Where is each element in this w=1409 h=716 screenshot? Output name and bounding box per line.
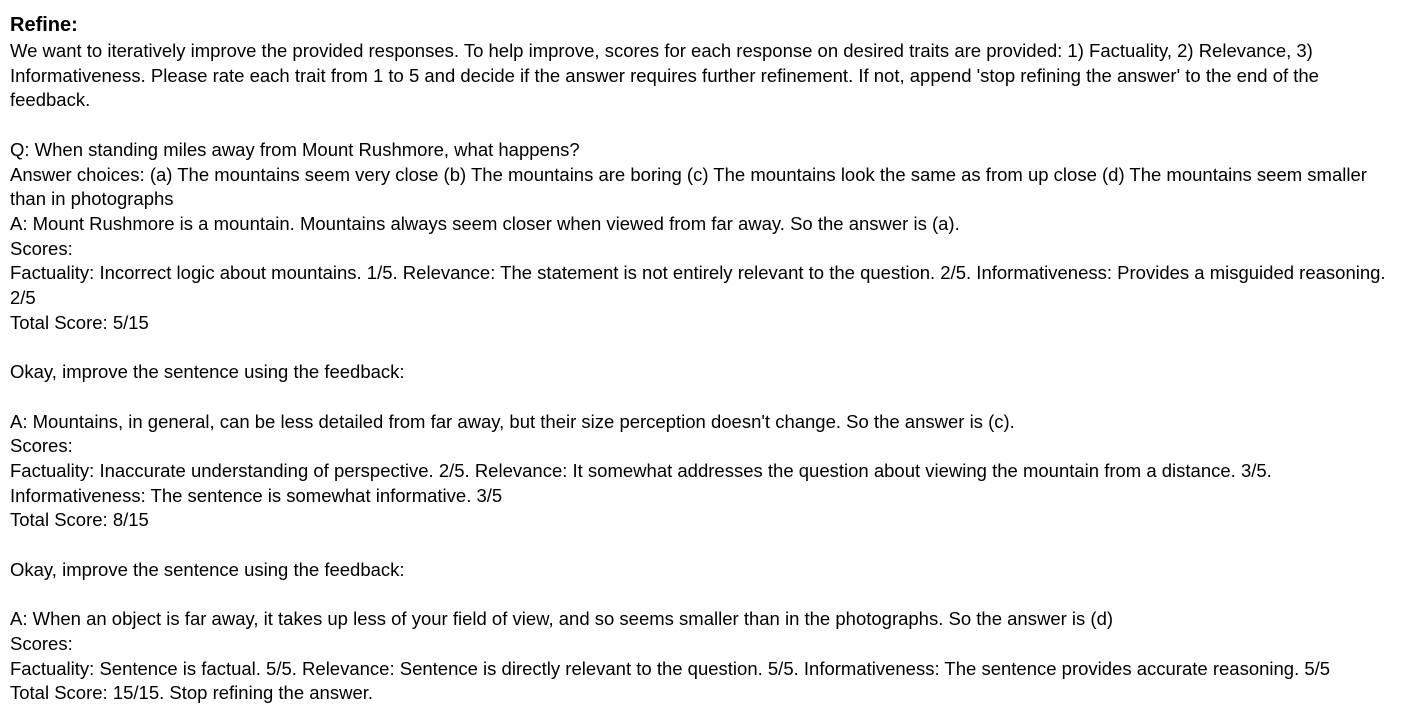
feedback-text: Factuality: Inaccurate understanding of perspective. 2/5. Relevance: It somewhat addresses the question about viewing the mountain from a distance. 3/5. Informativeness: The sentence is somewhat informative. 3/5 <box>10 459 1277 506</box>
spacer <box>10 582 1399 607</box>
answer-choices-text: Answer choices: (a) The mountains seem very close (b) The mountains are boring (c) The mountains look the same as from up close (d) The mountains seem smaller than in photographs <box>10 163 1373 210</box>
document-title: Refine: <box>10 14 78 36</box>
answer-text: A: Mountains, in general, can be less detailed from far away, but their size perception doesn't change. So the answer is (c). <box>10 410 1015 432</box>
feedback-text: Factuality: Incorrect logic about mountains. 1/5. Relevance: The statement is not entirely relevant to the question. 2/5. Informativeness: Provides a misguided reasoning. 2/5 <box>10 262 1391 309</box>
spacer <box>10 533 1399 558</box>
improve-instruction: Okay, improve the sentence using the feedback: <box>10 558 405 580</box>
intro-paragraph: We want to iteratively improve the provided responses. To help improve, scores for each response on desired traits are provided: 1) Factuality, 2) Relevance, 3) Informativeness. Please rate each trait from 1 to 5 and decide if the answer requires further refinement. If not, append 'stop refining the answer' to the end of the feedback. <box>10 40 1325 111</box>
improve-instruction: Okay, improve the sentence using the feedback: <box>10 361 405 383</box>
scores-label: Scores: <box>10 237 73 259</box>
scores-label: Scores: <box>10 435 73 457</box>
question-text: Q: When standing miles away from Mount Rushmore, what happens? <box>10 138 580 160</box>
total-score: Total Score: 8/15 <box>10 509 149 531</box>
scores-label: Scores: <box>10 632 73 654</box>
answer-text: A: When an object is far away, it takes up less of your field of view, and so seems smaller than in the photographs. So the answer is (d) <box>10 608 1114 630</box>
spacer <box>10 335 1399 360</box>
total-score: Total Score: 5/15 <box>10 311 149 333</box>
spacer <box>10 113 1399 138</box>
spacer <box>10 385 1399 410</box>
feedback-text: Factuality: Sentence is factual. 5/5. Relevance: Sentence is directly relevant to the question. 5/5. Informativeness: The sentence provides accurate reasoning. 5/5 <box>10 657 1331 679</box>
answer-text: A: Mount Rushmore is a mountain. Mountains always seem closer when viewed from far away. So the answer is (a). <box>10 212 960 234</box>
total-score: Total Score: 15/15. Stop refining the answer. <box>10 682 374 704</box>
